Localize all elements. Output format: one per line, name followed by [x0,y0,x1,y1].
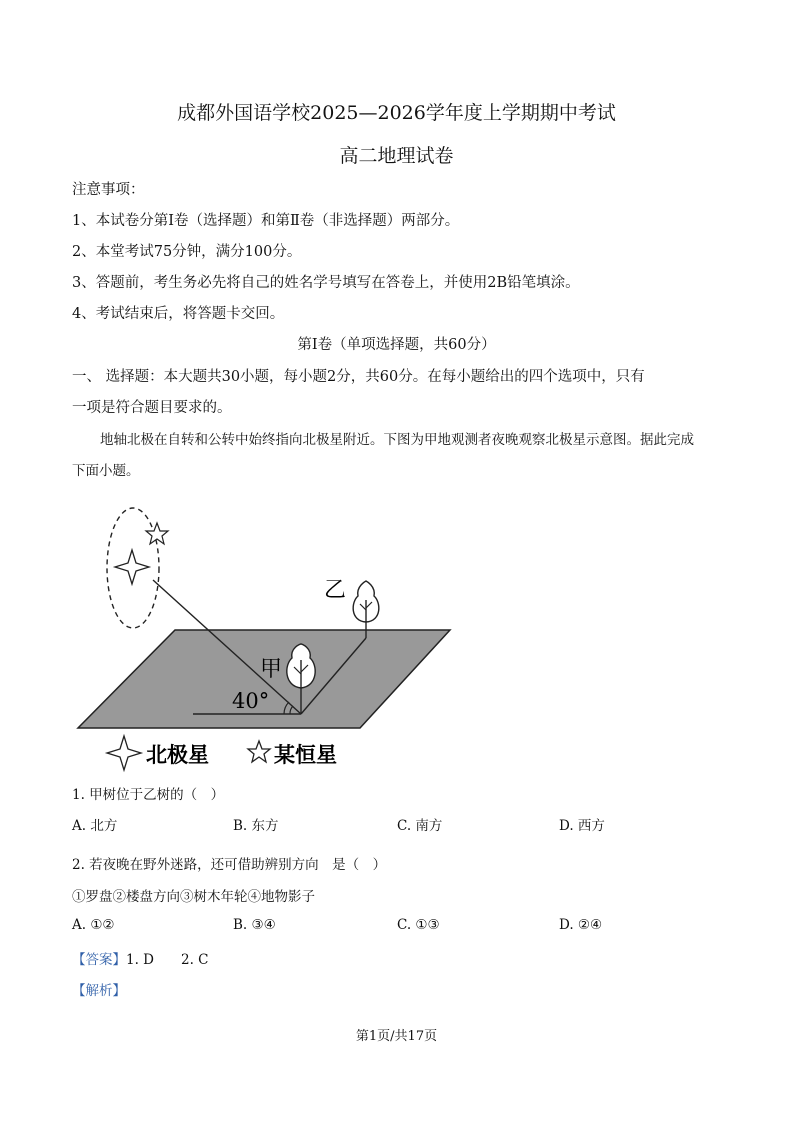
q1-option-a: A. 北方 [72,818,118,834]
q1-option-d: D. 西方 [559,818,605,834]
note-item: 2、本堂考试75分钟，满分100分。 [72,244,302,260]
section-instructions-cont: 一项是符合题目要求的。 [72,400,232,416]
question-intro: 地轴北极在自转和公转中始终指向北极星附近。下图为甲地观测者夜晚观察北极星示意图。据此完成 [100,432,694,448]
q1-option-c: C. 南方 [397,818,443,834]
question-1-stem: 1. 甲树位于乙树的（ ） [72,787,225,803]
star-icon [146,523,168,544]
legend-star-icon [248,741,270,762]
question-2-choices: ①罗盘②楼盘方向③树木年轮④地物影子 [72,889,315,905]
page-number: 第1页/共17页 [355,1029,438,1044]
q2-option-a: A. ①② [72,917,115,933]
answer-block [72,948,209,968]
polaris-observation-diagram [70,500,460,775]
legend-polaris-icon [107,736,141,770]
label-jia: 甲 [260,657,283,682]
answer-label: 【答案】 [72,952,126,968]
note-item: 4、考试结束后，将答题卡交回。 [72,306,285,322]
exam-subtitle: 高二地理试卷 [339,145,454,167]
q2-option-d: D. ②④ [559,917,603,933]
q1-option-b: B. 东方 [233,818,279,834]
legend-polaris-label: 北极星 [146,742,209,767]
exam-title: 成都外国语学校2025—2026学年度上学期期中考试 [177,102,616,124]
angle-label: 40° [232,689,270,713]
note-item: 1、本试卷分第Ⅰ卷（选择题）和第Ⅱ卷（非选择题）两部分。 [72,213,460,229]
section-title: 第Ⅰ卷（单项选择题，共60分） [297,337,496,353]
polaris-star-icon [115,550,149,584]
note-item: 3、答题前，考生务必先将自己的姓名学号填写在答卷上，并使用2B铅笔填涂。 [72,275,580,291]
answer-text: 1. D 2. C [126,952,209,968]
analysis-label: 【解析】 [72,983,126,999]
notes-heading: 注意事项： [72,182,145,198]
question-2-stem: 2. 若夜晚在野外迷路，还可借助辨别方向 是（ ） [72,857,387,873]
section-instructions: 一、 选择题：本大题共30小题，每小题2分，共60分。在每小题给出的四个选项中，只有 [72,369,645,385]
legend-star-label: 某恒星 [274,742,337,767]
label-yi: 乙 [324,578,347,603]
q2-option-b: B. ③④ [233,917,276,933]
q2-option-c: C. ①③ [397,917,440,933]
question-intro-cont: 下面小题。 [72,463,140,479]
